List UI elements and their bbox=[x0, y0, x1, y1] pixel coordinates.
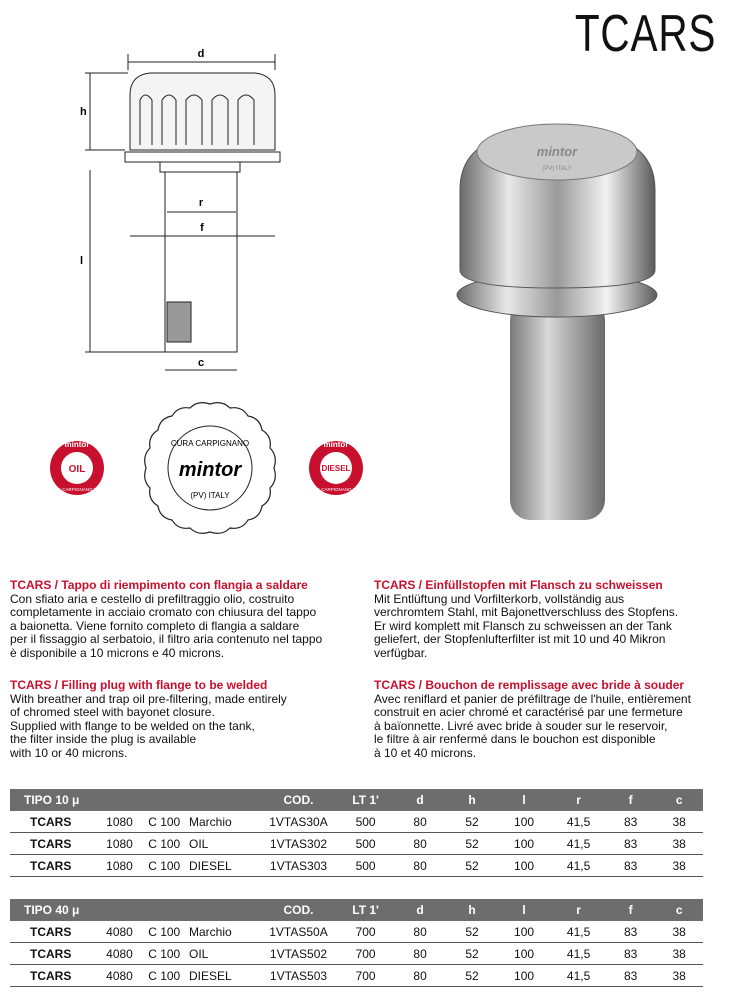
desc-german bbox=[374, 579, 709, 660]
col-header: d bbox=[393, 899, 447, 921]
table-cell: C 100 bbox=[148, 858, 181, 873]
desc-french bbox=[374, 679, 719, 760]
table-cell: 4080 bbox=[106, 946, 133, 961]
table-cell: 52 bbox=[465, 924, 479, 939]
table-cell: 100 bbox=[514, 924, 535, 939]
photo-cap-brand: mintor bbox=[536, 144, 578, 159]
table-cell: DIESEL bbox=[189, 858, 232, 873]
table-cell: 38 bbox=[672, 836, 686, 851]
desc-heading: TCARS / Bouchon de remplissage avec bride à souder bbox=[374, 678, 685, 692]
table-cell: 1VTAS303 bbox=[269, 858, 328, 873]
diesel-badge bbox=[307, 440, 364, 495]
table-cell: TCARS bbox=[30, 858, 72, 873]
spec-table-40-micron bbox=[10, 899, 703, 987]
table-cell: 83 bbox=[623, 814, 638, 829]
col-header: r bbox=[551, 899, 606, 921]
table-cell: 80 bbox=[413, 836, 427, 851]
desc-italian bbox=[10, 579, 345, 660]
table-row bbox=[10, 811, 703, 833]
table-row bbox=[10, 855, 703, 877]
col-header: LT 1' bbox=[338, 899, 393, 921]
table-cell: 100 bbox=[514, 836, 535, 851]
table-cell: C 100 bbox=[148, 946, 181, 961]
table-cell: TCARS bbox=[30, 814, 72, 829]
brand-seals bbox=[40, 398, 380, 548]
table-cell: 500 bbox=[355, 814, 376, 829]
col-header: f bbox=[606, 789, 656, 811]
dim-label-f: f bbox=[200, 222, 204, 234]
table-cell: 100 bbox=[514, 968, 535, 983]
table-cell: 41,5 bbox=[566, 968, 591, 983]
table-cell: 500 bbox=[355, 836, 376, 851]
table-cell: 4080 bbox=[106, 968, 133, 983]
table-cell: 100 bbox=[514, 946, 535, 961]
central-seal bbox=[145, 403, 276, 534]
seal-bottom-text: (PV) ITALY bbox=[190, 491, 230, 500]
dim-label-d: d bbox=[197, 48, 205, 60]
table-cell: DIESEL bbox=[189, 968, 232, 983]
table-cell: 38 bbox=[672, 968, 686, 983]
oil-badge bbox=[48, 440, 105, 495]
diesel-badge-brand: mintor bbox=[323, 440, 349, 449]
desc-heading: TCARS / Filling plug with flange to be welded bbox=[10, 678, 268, 692]
col-header bbox=[189, 899, 259, 921]
table-header-row bbox=[10, 789, 703, 811]
oil-badge-ring: CURA CARPIGNANO ITALY bbox=[48, 487, 106, 492]
table-cell: 700 bbox=[355, 924, 376, 939]
col-header: c bbox=[655, 789, 703, 811]
table-cell: 80 bbox=[413, 924, 427, 939]
table-cell: C 100 bbox=[148, 836, 181, 851]
table-cell: 1VTAS30A bbox=[269, 814, 328, 829]
table-cell: TCARS bbox=[30, 946, 72, 961]
col-header: r bbox=[551, 789, 606, 811]
desc-heading: TCARS / Einfüllstopfen mit Flansch zu schweissen bbox=[374, 578, 663, 592]
table-cell: 1080 bbox=[106, 836, 133, 851]
table-cell: 1VTAS503 bbox=[269, 968, 328, 983]
col-header: COD. bbox=[259, 789, 339, 811]
table-cell: 1VTAS502 bbox=[269, 946, 328, 961]
col-header: f bbox=[606, 899, 656, 921]
col-header bbox=[100, 789, 140, 811]
table-row bbox=[10, 965, 703, 987]
col-header: c bbox=[655, 899, 703, 921]
diesel-badge-label: DIESEL bbox=[321, 464, 351, 473]
col-header bbox=[189, 789, 259, 811]
table-row bbox=[10, 921, 703, 943]
col-header: h bbox=[447, 789, 497, 811]
table-cell: TCARS bbox=[30, 924, 72, 939]
col-header: l bbox=[497, 789, 552, 811]
dim-label-l: l bbox=[80, 255, 84, 267]
table-cell: 38 bbox=[672, 924, 686, 939]
table-cell: 83 bbox=[623, 836, 638, 851]
table-row bbox=[10, 833, 703, 855]
table-cell: 52 bbox=[465, 836, 479, 851]
desc-body: With breather and trap oil pre-filtering, made entirely of chromed steel with bayonet closure. Supplied with flange to be welded on the tank, the filter inside the plug is available with 10 or 40 microns. bbox=[10, 691, 287, 760]
table-cell: 52 bbox=[465, 946, 479, 961]
table-cell: 80 bbox=[413, 968, 427, 983]
dim-label-h: h bbox=[80, 106, 87, 118]
page-title: TCARS bbox=[574, 5, 716, 63]
col-header bbox=[100, 899, 140, 921]
col-header: d bbox=[393, 789, 447, 811]
table-cell: 38 bbox=[672, 946, 686, 961]
oil-badge-label: OIL bbox=[68, 464, 86, 475]
table-cell: TCARS bbox=[30, 836, 72, 851]
desc-heading: TCARS / Tappo di riempimento con flangia a saldare bbox=[10, 578, 308, 592]
col-header: h bbox=[447, 899, 497, 921]
table-cell: 80 bbox=[413, 858, 427, 873]
table-cell: C 100 bbox=[148, 968, 181, 983]
table-cell: 83 bbox=[623, 858, 638, 873]
table-cell: 1VTAS302 bbox=[269, 836, 328, 851]
table-cell: 1080 bbox=[106, 858, 133, 873]
table-cell: 38 bbox=[672, 858, 686, 873]
product-photo bbox=[440, 110, 670, 530]
table-cell: 80 bbox=[413, 814, 427, 829]
technical-drawing bbox=[70, 40, 290, 380]
desc-body: Avec reniflard et panier de préfiltrage de l'huile, entièrement construit en acier chromé et caractérisé par une fermeture à baïonnette. Livré avec bride à souder sur le reservoir, le filtre à air renfermé dans le bouchon est disponible à 10 et 40 microns. bbox=[374, 691, 691, 760]
desc-body: Con sfiato aria e cestello di prefiltraggio olio, costruito completamente in acciaio cromato con chiusura del tappo a baionetta. Viene fornito completo di flangia a saldare per il fissaggio al serbatoio, il filtro aria contenuto nel tappo è disponibile a 10 microns e 40 microns. bbox=[10, 591, 323, 660]
desc-english bbox=[10, 679, 345, 760]
table-cell: 38 bbox=[672, 814, 686, 829]
table-cell: 83 bbox=[623, 968, 638, 983]
table-header-row bbox=[10, 899, 703, 921]
table-cell: 1VTAS50A bbox=[269, 924, 328, 939]
table-cell: Marchio bbox=[189, 924, 232, 939]
table-cell: 41,5 bbox=[566, 814, 591, 829]
table-cell: 700 bbox=[355, 946, 376, 961]
col-header: TIPO 40 μ bbox=[10, 899, 100, 921]
spec-table-10-micron bbox=[10, 789, 703, 877]
table-cell: 41,5 bbox=[566, 924, 591, 939]
seal-brand: mintor bbox=[178, 459, 242, 481]
col-header: l bbox=[497, 899, 552, 921]
dim-label-r: r bbox=[198, 197, 204, 209]
table-cell: 1080 bbox=[106, 814, 133, 829]
oil-badge-brand: mintor bbox=[64, 440, 90, 449]
table-cell: 700 bbox=[355, 968, 376, 983]
table-cell: 4080 bbox=[106, 924, 133, 939]
table-cell: 100 bbox=[514, 858, 535, 873]
table-cell: 52 bbox=[465, 858, 479, 873]
table-cell: 41,5 bbox=[566, 858, 591, 873]
dim-label-c: c bbox=[197, 357, 205, 369]
desc-body: Mit Entlüftung und Vorfilterkorb, vollständig aus verchromtem Stahl, mit Bajonettverschluss des Stopfens. Er wird komplett mit Flansch zu schweissen an der Tank geliefert, der Stopfenlufterfilter ist mit 10 und 40 Mikron verfügbar. bbox=[374, 591, 679, 660]
photo-cap-text: (PV) ITALY bbox=[542, 166, 572, 172]
col-header bbox=[139, 789, 189, 811]
table-row bbox=[10, 943, 703, 965]
diesel-badge-ring: CURA CARPIGNANO ITALY bbox=[307, 487, 365, 492]
table-cell: 52 bbox=[465, 968, 479, 983]
table-cell: 500 bbox=[355, 858, 376, 873]
table-cell: 83 bbox=[623, 924, 638, 939]
table-cell: 41,5 bbox=[566, 946, 591, 961]
table-cell: C 100 bbox=[148, 814, 181, 829]
table-cell: 80 bbox=[413, 946, 427, 961]
col-header: LT 1' bbox=[338, 789, 393, 811]
table-cell: OIL bbox=[189, 836, 209, 851]
col-header: COD. bbox=[259, 899, 339, 921]
table-cell: 100 bbox=[514, 814, 535, 829]
table-cell: 41,5 bbox=[566, 836, 591, 851]
table-cell: 52 bbox=[465, 814, 479, 829]
seal-arc-text: CURA CARPIGNANO bbox=[170, 439, 250, 448]
col-header: TIPO 10 μ bbox=[10, 789, 100, 811]
table-cell: Marchio bbox=[189, 814, 232, 829]
table-cell: C 100 bbox=[148, 924, 181, 939]
table-cell: 83 bbox=[623, 946, 638, 961]
table-cell: TCARS bbox=[30, 968, 72, 983]
table-cell: OIL bbox=[189, 946, 209, 961]
col-header bbox=[139, 899, 189, 921]
